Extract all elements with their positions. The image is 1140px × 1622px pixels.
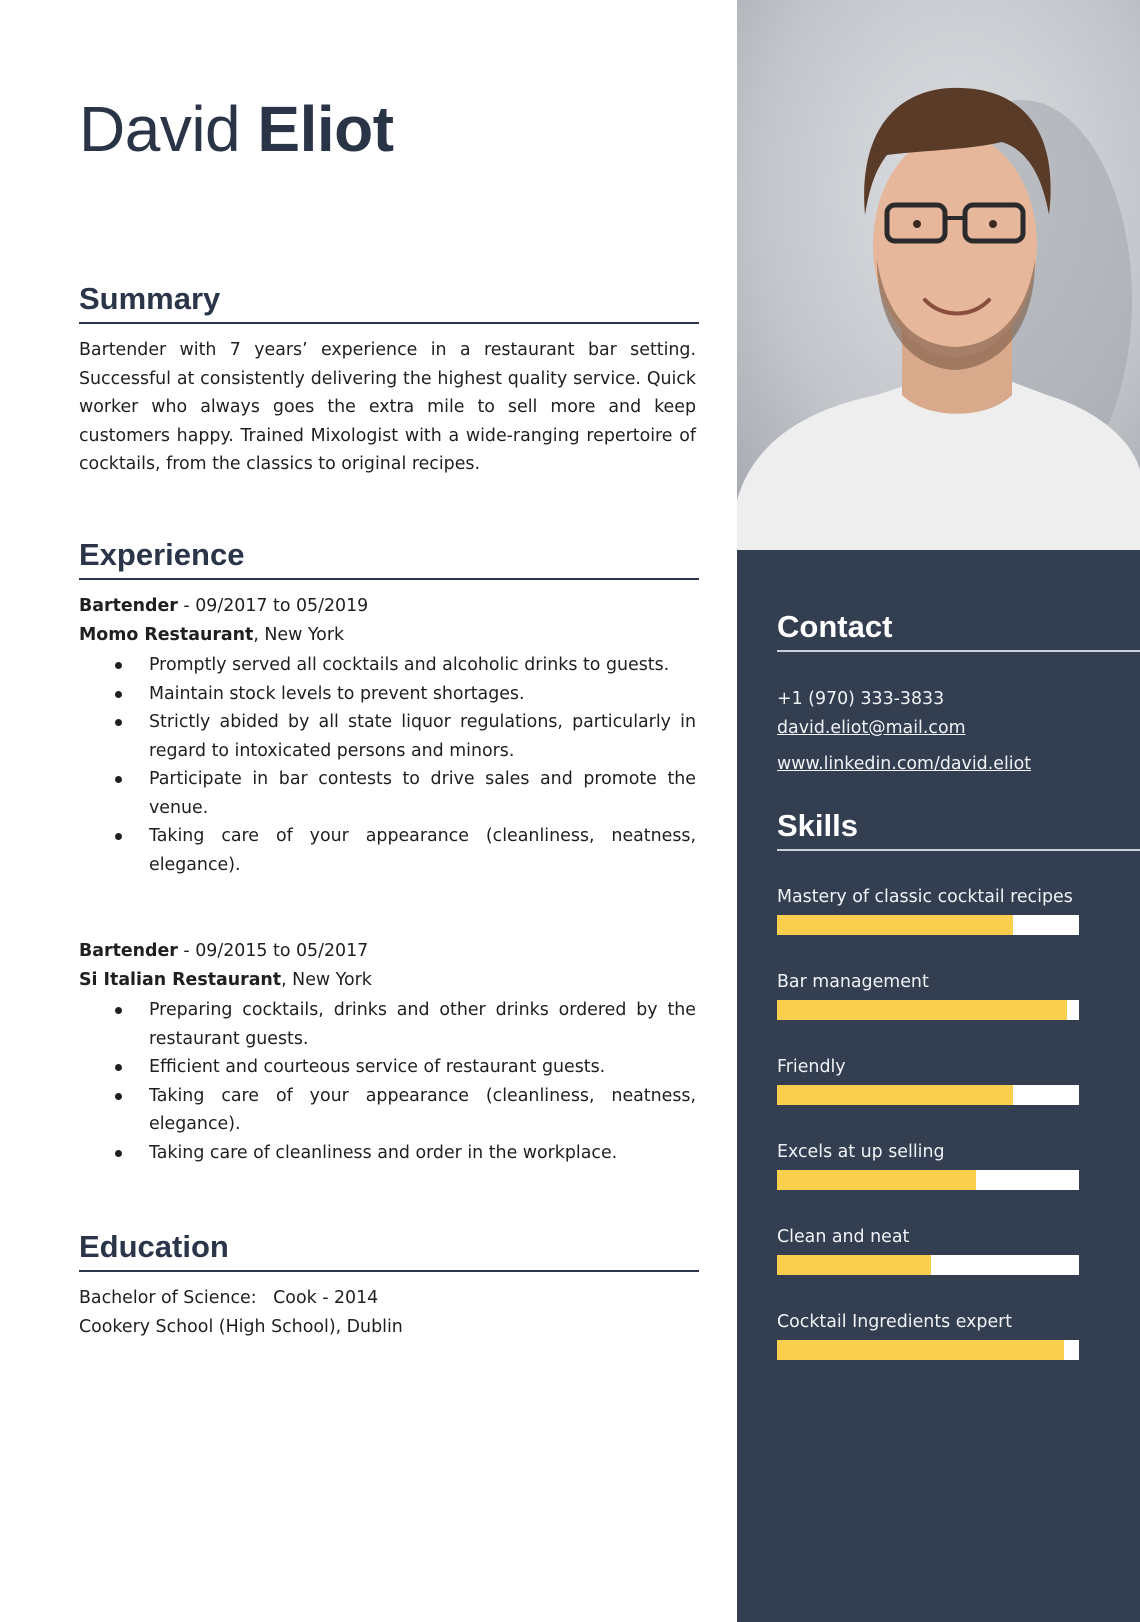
contact-info bbox=[777, 685, 1137, 779]
skill-bar-fill bbox=[777, 1340, 1064, 1360]
bullet-icon bbox=[115, 1064, 122, 1071]
job-duties bbox=[79, 996, 696, 1167]
skill-bar-track bbox=[777, 1170, 1079, 1190]
duty-item: Taking care of your appearance (cleanliness, neatness, elegance). bbox=[149, 1082, 696, 1139]
employer-location: , New York bbox=[253, 624, 345, 645]
skill-bar-fill bbox=[777, 1170, 976, 1190]
skill-item bbox=[777, 885, 1137, 935]
email-link[interactable]: david.eliot@mail.com bbox=[777, 717, 966, 738]
job-employer bbox=[79, 966, 696, 995]
job-entry bbox=[79, 937, 696, 1167]
skill-bar-track bbox=[777, 1085, 1079, 1105]
skills-heading: Skills bbox=[777, 807, 1140, 851]
first-name: David bbox=[79, 93, 241, 165]
job-role: Bartender bbox=[79, 596, 178, 616]
bullet-icon bbox=[115, 719, 122, 726]
skill-bar-fill bbox=[777, 915, 1013, 935]
skill-bar-fill bbox=[777, 1085, 1013, 1105]
portrait-image bbox=[737, 0, 1140, 550]
skill-bar-track bbox=[777, 915, 1079, 935]
skill-label: Clean and neat bbox=[777, 1227, 910, 1247]
duty-item: Taking care of cleanliness and order in the workplace. bbox=[149, 1139, 696, 1168]
school-line: Cookery School (High School), Dublin bbox=[79, 1316, 403, 1337]
skill-label: Friendly bbox=[777, 1057, 846, 1077]
candidate-name bbox=[79, 92, 394, 166]
skill-label: Bar management bbox=[777, 972, 929, 992]
bullet-icon bbox=[115, 1007, 122, 1014]
skill-bar-track bbox=[777, 1340, 1079, 1360]
job-dates: - 09/2017 to 05/2019 bbox=[177, 596, 369, 616]
job-role: Bartender bbox=[79, 941, 178, 961]
duty-item: Preparing cocktails, drinks and other drinks ordered by the restaurant guests. bbox=[149, 996, 696, 1053]
skill-label: Mastery of classic cocktail recipes bbox=[777, 887, 1073, 907]
education-entry bbox=[79, 1284, 696, 1341]
skill-bar-fill bbox=[777, 1000, 1067, 1020]
skill-item bbox=[777, 1055, 1137, 1105]
degree-line: Bachelor of Science: Cook - 2014 bbox=[79, 1288, 379, 1308]
bullet-icon bbox=[115, 833, 122, 840]
duty-item: Strictly abided by all state liquor regulations, particularly in regard to intoxicated persons and minors. bbox=[149, 708, 696, 765]
job-entry bbox=[79, 592, 696, 879]
education-heading: Education bbox=[79, 1228, 699, 1272]
last-name: Eliot bbox=[257, 93, 394, 165]
duty-item: Maintain stock levels to prevent shortages. bbox=[149, 680, 696, 709]
bullet-icon bbox=[115, 691, 122, 698]
job-header bbox=[79, 592, 696, 621]
contact-heading: Contact bbox=[777, 608, 1140, 652]
skill-bar-fill bbox=[777, 1255, 931, 1275]
duty-item: Promptly served all cocktails and alcoholic drinks to guests. bbox=[149, 651, 696, 680]
skill-item bbox=[777, 970, 1137, 1020]
bullet-icon bbox=[115, 1093, 122, 1100]
job-dates: - 09/2015 to 05/2017 bbox=[177, 941, 369, 961]
employer-name: Si Italian Restaurant bbox=[79, 969, 282, 990]
duty-item: Taking care of your appearance (cleanliness, neatness, elegance). bbox=[149, 822, 696, 879]
summary-text: Bartender with 7 years’ experience in a restaurant bar setting. Successful at consistently delivering the highest quality service. Quick worker who always goes the extra mile to sell more and keep customers happy. Trained Mixologist with a wide-ranging repertoire of cocktails, from the classics to original recipes. bbox=[79, 340, 696, 474]
employer-location: , New York bbox=[281, 969, 372, 990]
linkedin-link[interactable]: www.linkedin.com/david.eliot bbox=[777, 754, 1032, 774]
summary-heading: Summary bbox=[79, 280, 699, 324]
skill-label: Excels at up selling bbox=[777, 1142, 945, 1162]
skill-item bbox=[777, 1310, 1137, 1360]
bullet-icon bbox=[115, 776, 122, 783]
skill-bar-track bbox=[777, 1000, 1079, 1020]
profile-photo bbox=[737, 0, 1140, 550]
duty-item: Participate in bar contests to drive sales and promote the venue. bbox=[149, 765, 696, 822]
phone-number: +1 (970) 333-3833 bbox=[777, 689, 945, 709]
bullet-icon bbox=[115, 662, 122, 669]
experience-heading: Experience bbox=[79, 536, 699, 580]
job-employer bbox=[79, 621, 696, 650]
bullet-icon bbox=[115, 1150, 122, 1157]
skill-label: Cocktail Ingredients expert bbox=[777, 1312, 1013, 1332]
skill-item bbox=[777, 1225, 1137, 1275]
job-header bbox=[79, 937, 696, 966]
sidebar bbox=[737, 550, 1140, 1622]
duty-item: Efficient and courteous service of restaurant guests. bbox=[149, 1053, 696, 1082]
skill-bar-track bbox=[777, 1255, 1079, 1275]
job-duties bbox=[79, 651, 696, 879]
skill-item bbox=[777, 1140, 1137, 1190]
employer-name: Momo Restaurant bbox=[79, 624, 254, 645]
